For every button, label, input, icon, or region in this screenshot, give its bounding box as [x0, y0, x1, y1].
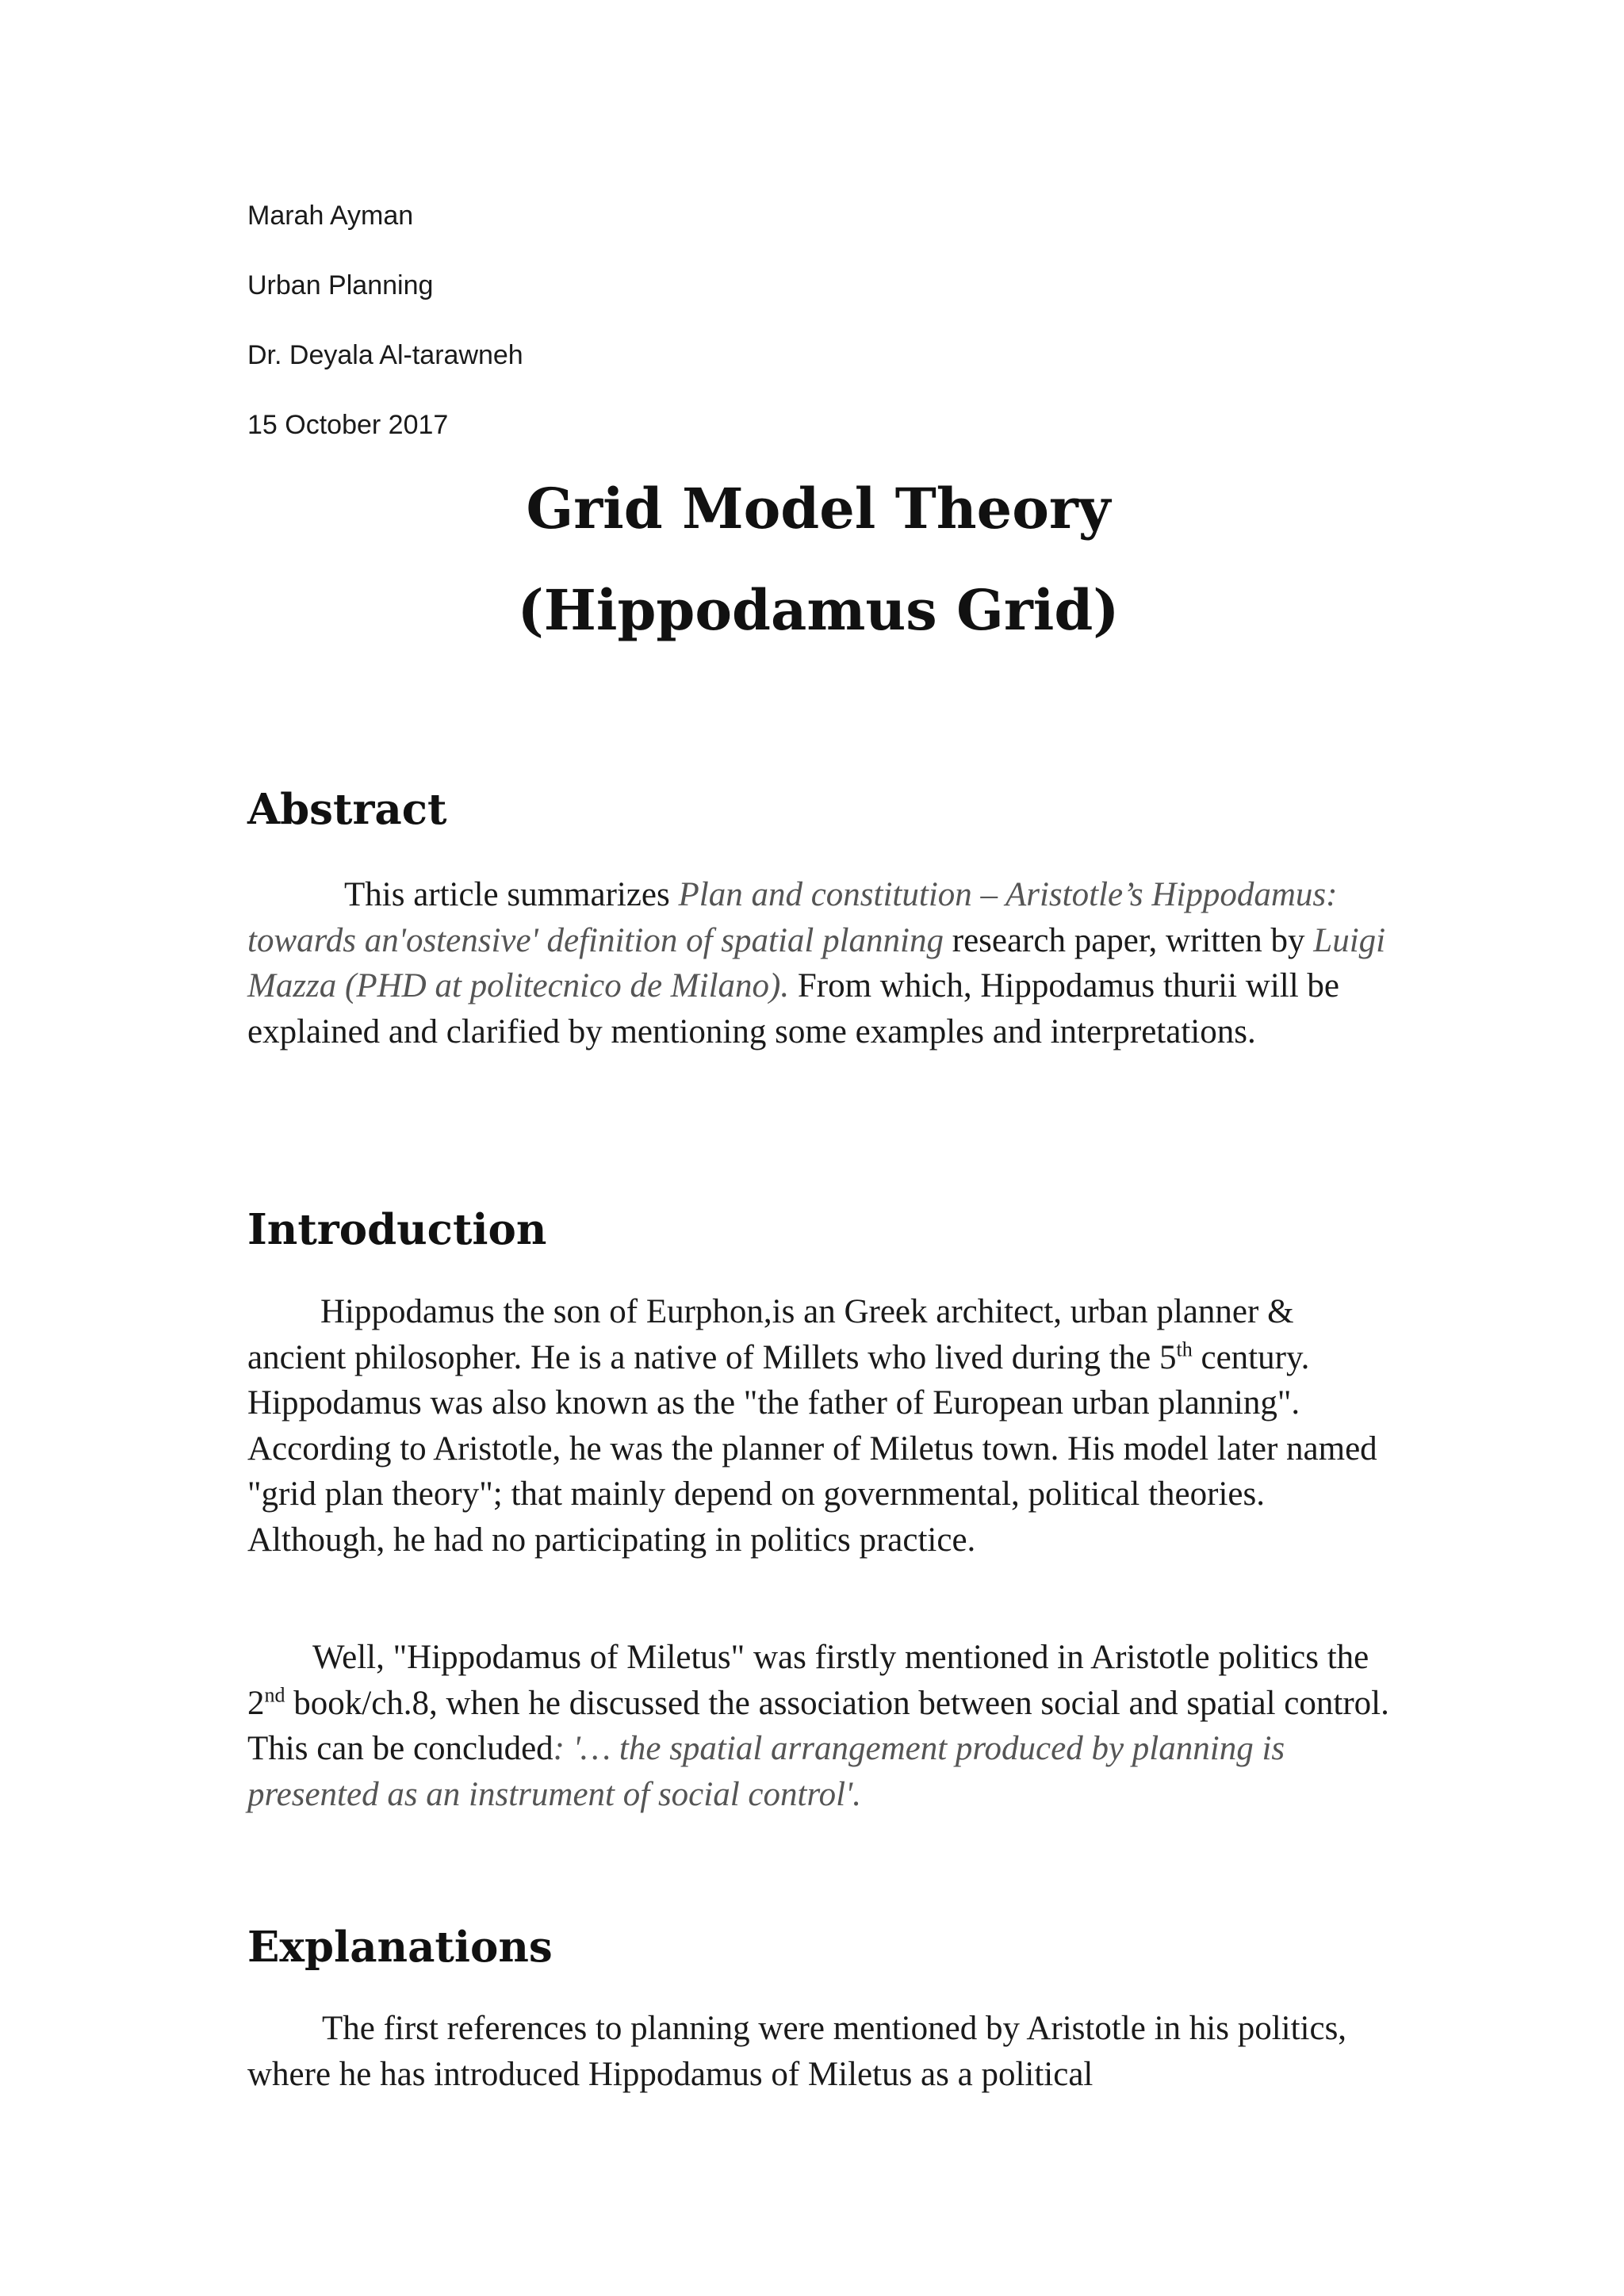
document-header: [247, 197, 523, 476]
document-subtitle: (Hippodamus Grid): [517, 577, 1120, 643]
explanations-paragraph-1: The first references to planning were mentioned by Aristotle in his politics, where he has introduced Hippodamus of Miletus as a political: [247, 2010, 1347, 2093]
intro-p2-text-a: Well, "Hippodamus of Miletus" was firstly mentioned in Aristotle politics the 2: [247, 1639, 1369, 1722]
introduction-paragraph-1: [247, 1289, 1397, 1563]
course-name: Urban Planning: [247, 270, 434, 300]
abstract-text-2: research paper, written by: [944, 921, 1314, 959]
intro-p1-text-a: Hippodamus the son of Eurphon,is an Greek architect, urban planner & ancient philosopher. He is a native of Millets who lived during the 5: [247, 1293, 1294, 1376]
cited-paper-title: Plan and constitution – Aristotle’s Hippodamus: towards an'ostensive' definition of spatial planning: [247, 876, 1338, 959]
instructor-name: Dr. Deyala Al-tarawneh: [247, 340, 523, 370]
abstract-text-3: From which, Hippodamus thurii will be explained and clarified by mentioning some examples and interpretations.: [247, 967, 1340, 1050]
intro-p1-superscript: th: [1176, 1337, 1193, 1361]
author-name: Marah Ayman: [247, 201, 414, 231]
intro-p2-superscript: nd: [264, 1683, 285, 1707]
abstract-paragraph: [247, 872, 1397, 1054]
introduction-heading: Introduction: [247, 1205, 547, 1254]
document-date: 15 October 2017: [247, 410, 449, 440]
intro-p2-text-b: book/ch.8, when he discussed the association between social and spatial control. This can be concluded: [247, 1684, 1389, 1767]
abstract-heading: Abstract: [247, 785, 447, 834]
cited-author: Luigi Mazza (PHD at politecnico de Milano).: [247, 921, 1386, 1004]
intro-p2-quote: : '… the spatial arrangement produced by planning is presented as an instrument of social control'.: [247, 1730, 1285, 1813]
introduction-paragraph-2: [247, 1635, 1397, 1817]
abstract-text-1: This article summarizes: [344, 876, 679, 913]
explanations-heading: Explanations: [247, 1923, 553, 1972]
document-title: Grid Model Theory: [526, 476, 1111, 541]
intro-p1-text-b: century. Hippodamus was also known as the "the father of European urban planning". According to Aristotle, he was the planner of Miletus town. His model later named "grid plan theory"; that mainly depend on governmental, political theories. Although, he had no participating in politics practice.: [247, 1338, 1377, 1559]
